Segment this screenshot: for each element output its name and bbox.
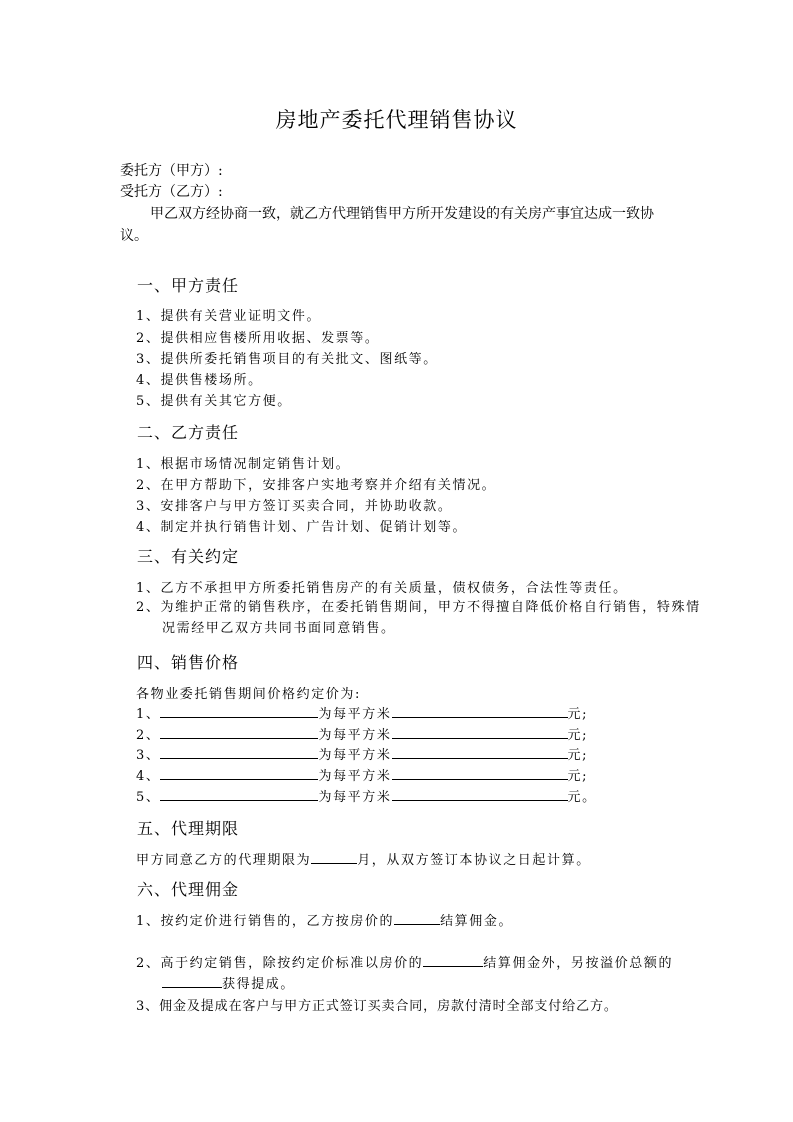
document-title: 房地产委托代理销售协议 bbox=[275, 108, 518, 132]
term-months-blank[interactable] bbox=[311, 851, 357, 864]
price-row-end: 元; bbox=[567, 728, 589, 743]
premium-text-b: 结算佣金外，另按溢价总额的 bbox=[483, 956, 674, 971]
price-row-end: 元; bbox=[567, 707, 589, 722]
section-1-item-3: 3、提供所委托销售项目的有关批文、图纸等。 bbox=[136, 352, 438, 367]
price-lead: 各物业委托销售期间价格约定价为: bbox=[136, 687, 361, 702]
section-1-item-4: 4、提供售楼场所。 bbox=[136, 373, 263, 388]
section-heading-2: 二、乙方责任 bbox=[137, 423, 240, 442]
section-1-item-1: 1、提供有关营业证明文件。 bbox=[136, 309, 322, 324]
section-3-item-1: 1、乙方不承担甲方所委托销售房产的有关质量，债权债务，合法性等责任。 bbox=[136, 581, 628, 596]
price-row bbox=[136, 786, 597, 805]
section-2-item-1: 1、根据市场情况制定销售计划。 bbox=[136, 457, 351, 472]
term-line bbox=[136, 849, 591, 868]
price-blank[interactable] bbox=[392, 788, 568, 801]
price-blank[interactable] bbox=[392, 705, 568, 718]
type-blank[interactable] bbox=[160, 788, 318, 801]
commission-text-a: 1、按约定价进行销售的，乙方按房价的 bbox=[136, 914, 395, 929]
type-blank[interactable] bbox=[160, 767, 318, 780]
section-2-item-4: 4、制定并执行销售计划、广告计划、促销计划等。 bbox=[136, 520, 468, 535]
section-6-item-2-line-1 bbox=[136, 952, 673, 971]
section-1-item-5: 5、提供有关其它方便。 bbox=[136, 394, 292, 409]
section-3-item-2: 2、为维护正常的销售秩序，在委托销售期间，甲方不得擅自降低价格自行销售，特殊情况需经甲乙双方共同书面同意销售。 bbox=[136, 600, 701, 636]
premium-bonus-blank[interactable] bbox=[162, 975, 222, 988]
premium-text-c: 获得提成。 bbox=[222, 977, 296, 992]
section-6-item-2-line-2 bbox=[162, 973, 295, 992]
price-blank[interactable] bbox=[392, 767, 568, 780]
premium-text-a: 2、高于约定销售，除按约定价标准以房价的 bbox=[136, 956, 424, 971]
term-text-b: 月，从双方签订本协议之日起计算。 bbox=[357, 853, 591, 868]
price-row-number: 5、 bbox=[136, 790, 161, 805]
price-row-end: 元。 bbox=[567, 790, 597, 805]
section-heading-5: 五、代理期限 bbox=[137, 819, 240, 838]
term-text-a: 甲方同意乙方的代理期限为 bbox=[136, 853, 312, 868]
premium-rate-blank[interactable] bbox=[423, 954, 483, 967]
section-heading-3: 三、有关约定 bbox=[137, 547, 240, 566]
price-row-unit: 为每平方米 bbox=[318, 769, 392, 784]
type-blank[interactable] bbox=[160, 746, 318, 759]
price-blank[interactable] bbox=[392, 746, 568, 759]
commission-rate-blank[interactable] bbox=[394, 912, 440, 925]
price-row-number: 3、 bbox=[136, 748, 161, 763]
section-6-item-3: 3、佣金及提成在客户与甲方正式签订买卖合同，房款付清时全部支付给乙方。 bbox=[136, 999, 618, 1014]
price-row bbox=[136, 724, 588, 743]
type-blank[interactable] bbox=[160, 726, 318, 739]
price-row-unit: 为每平方米 bbox=[318, 748, 392, 763]
price-row bbox=[136, 744, 588, 763]
price-row-unit: 为每平方米 bbox=[318, 707, 392, 722]
section-heading-4: 四、销售价格 bbox=[137, 653, 240, 672]
price-row-number: 1、 bbox=[136, 707, 161, 722]
price-row-number: 2、 bbox=[136, 728, 161, 743]
party-b-line: 受托方（乙方）: bbox=[120, 184, 223, 200]
price-row bbox=[136, 765, 588, 784]
intro-paragraph: 甲乙双方经协商一致，就乙方代理销售甲方所开发建设的有关房产事宜达成一致协议。 bbox=[120, 206, 654, 244]
price-row bbox=[136, 703, 588, 722]
price-row-unit: 为每平方米 bbox=[318, 790, 392, 805]
price-row-end: 元; bbox=[567, 769, 589, 784]
section-heading-1: 一、甲方责任 bbox=[137, 276, 240, 295]
section-1-item-2: 2、提供相应售楼所用收据、发票等。 bbox=[136, 331, 380, 346]
party-a-line: 委托方（甲方）: bbox=[120, 163, 223, 179]
type-blank[interactable] bbox=[160, 705, 318, 718]
commission-text-b: 结算佣金。 bbox=[440, 914, 514, 929]
section-heading-6: 六、代理佣金 bbox=[137, 880, 240, 899]
price-row-end: 元; bbox=[567, 748, 589, 763]
price-blank[interactable] bbox=[392, 726, 568, 739]
section-2-item-2: 2、在甲方帮助下，安排客户实地考察并介绍有关情况。 bbox=[136, 478, 497, 493]
section-6-item-1 bbox=[136, 910, 513, 929]
section-2-item-3: 3、安排客户与甲方签订买卖合同，并协助收款。 bbox=[136, 499, 453, 514]
price-row-number: 4、 bbox=[136, 769, 161, 784]
price-row-unit: 为每平方米 bbox=[318, 728, 392, 743]
